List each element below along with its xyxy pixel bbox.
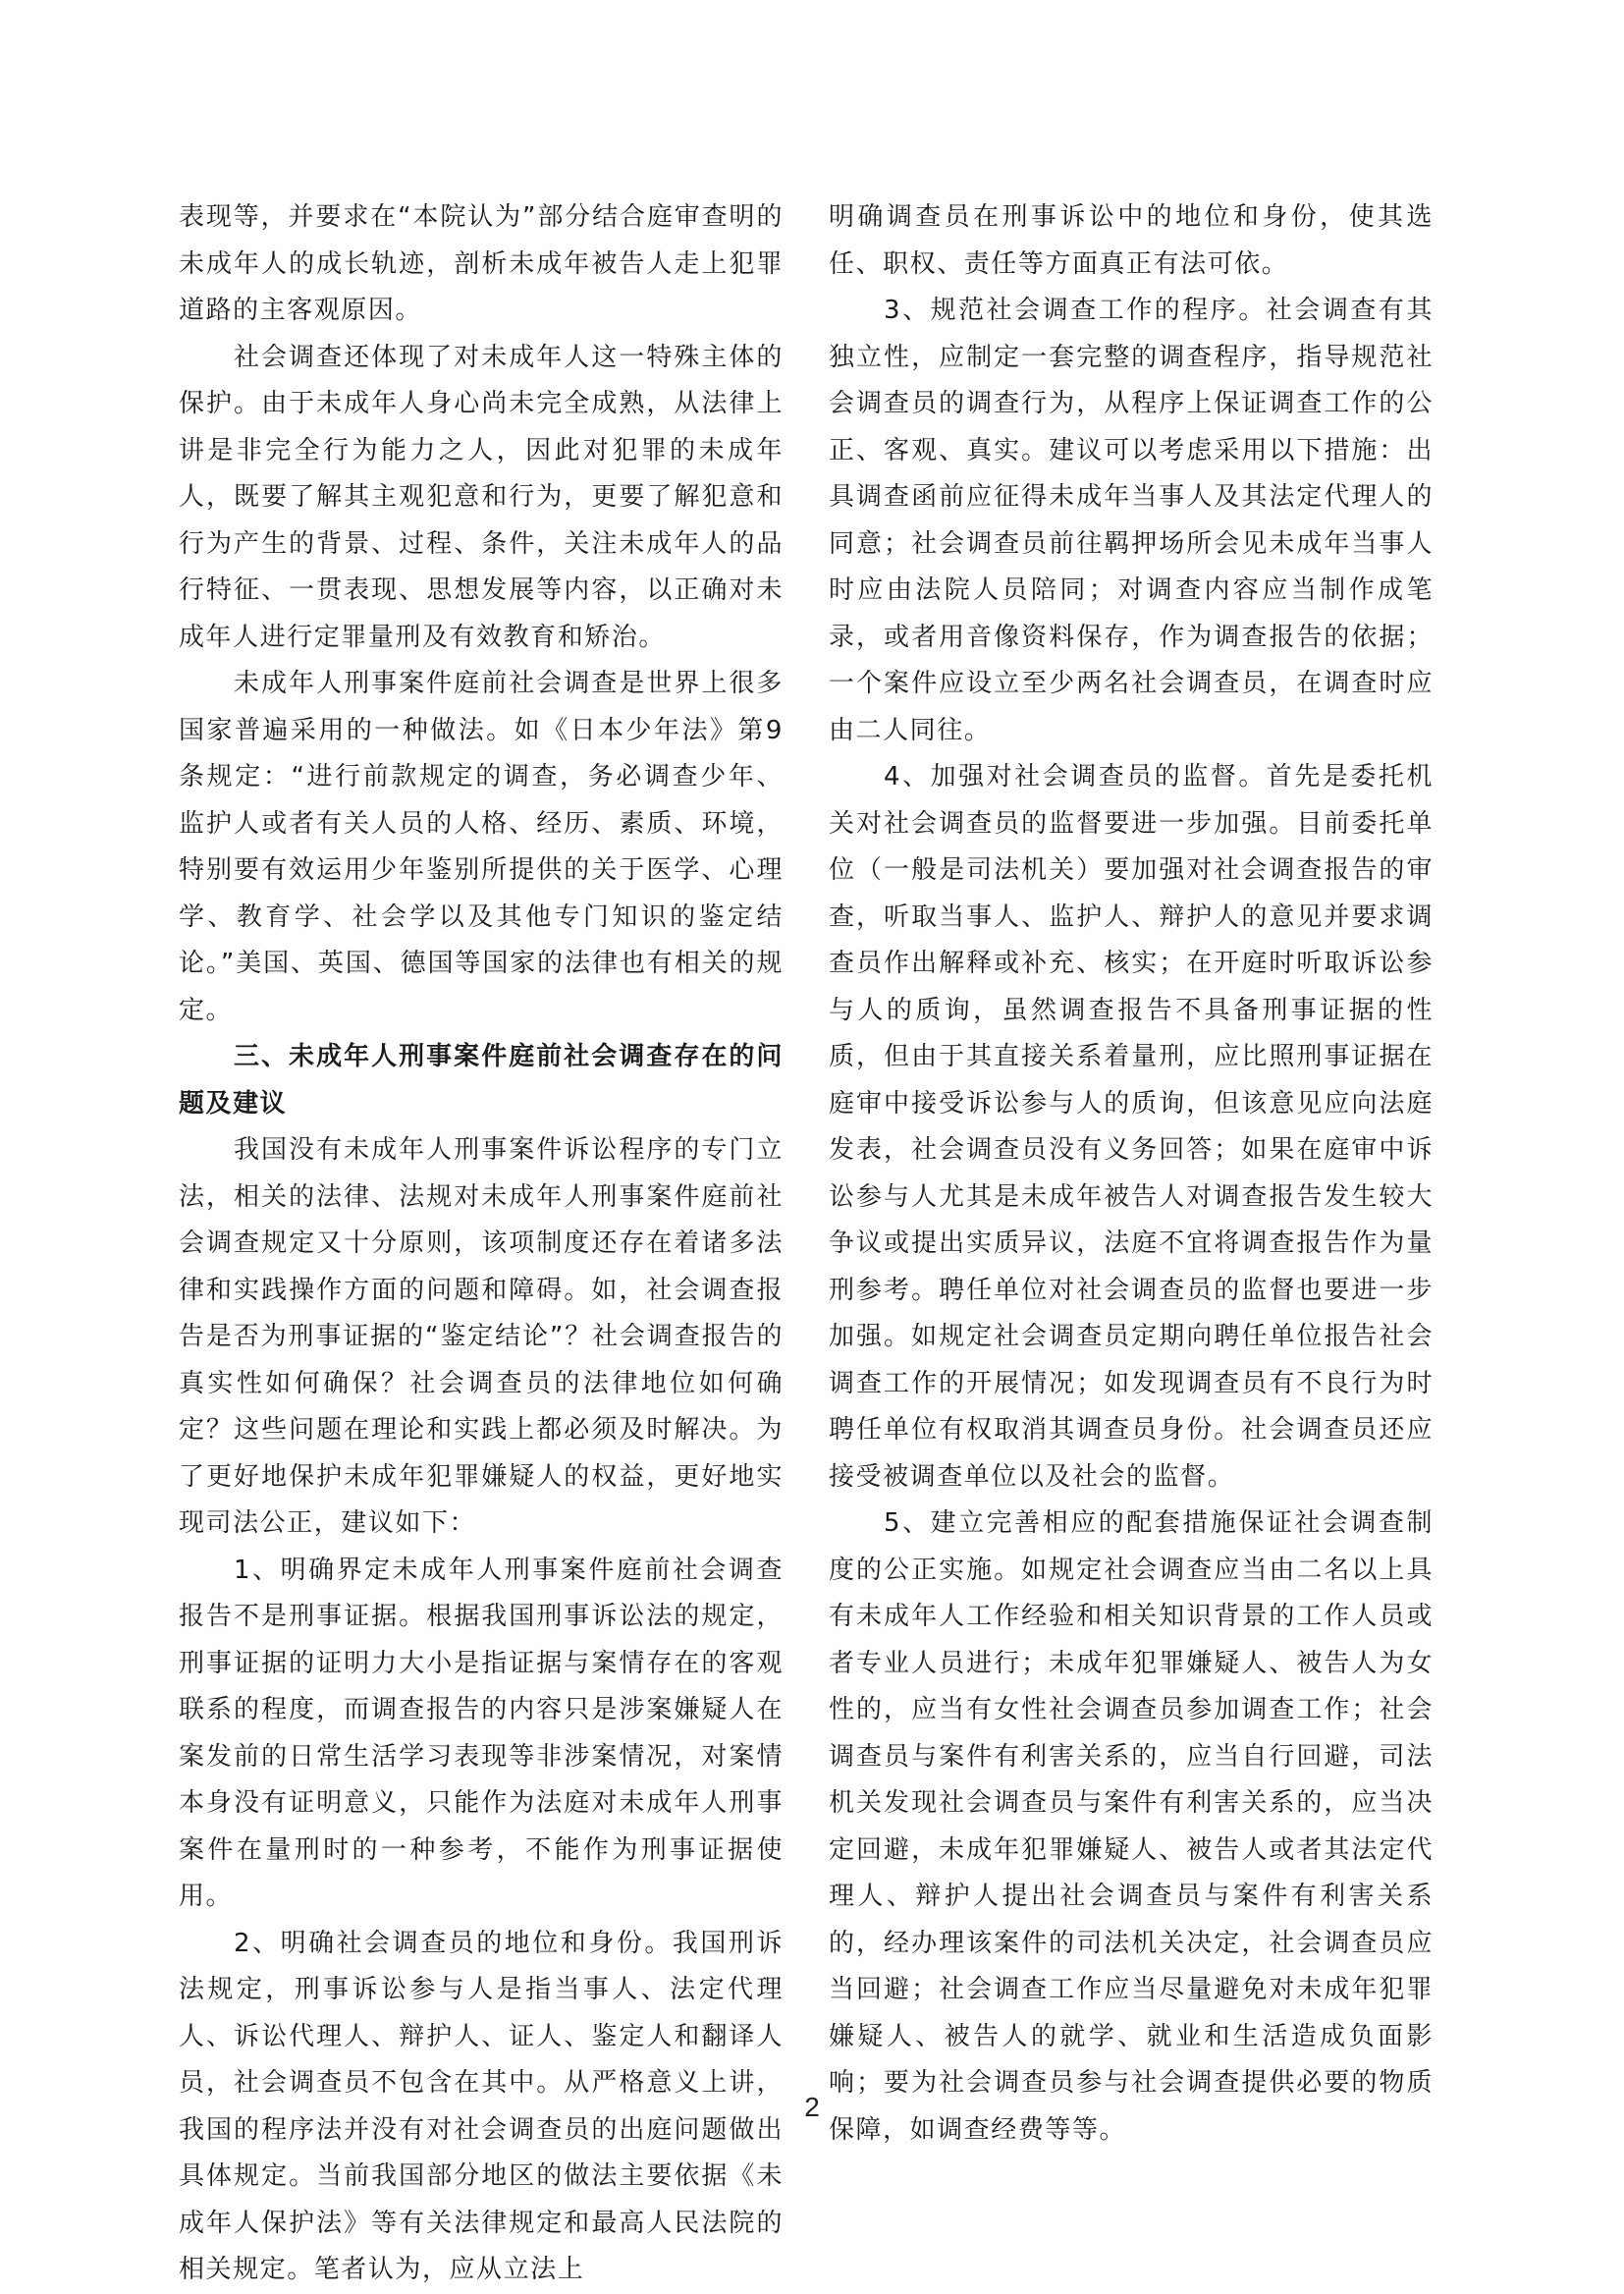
left-paragraph-6: 2、明确社会调查员的地位和身份。我国刑诉法规定，刑事诉讼参与人是指当事人、法定代理人、诉讼代理人、辩护人、证人、鉴定人和翻译人员，社会调查员不包含在其中。从严格意义上讲，我国的程序法并没有对社会调查员的出庭问题做出具体规定。当前我国部分地区的做法主要依据《未成年人保护法》等有关法律规定和最高人民法院的相关规定。笔者认为，应从立法上 — [179, 1928, 784, 2284]
right-column — [829, 194, 1434, 2154]
right-paragraph-4: 5、建立完善相应的配套措施保证社会调查制度的公正实施。如规定社会调查应当由二名以上具有未成年人工作经验和相关知识背景的工作人员或者专业人员进行；未成年犯罪嫌疑人、被告人为女性的，应当有女性社会调查员参加调查工作；社会调查员与案件有利害关系的，应当自行回避，司法机关发现社会调查员与案件有利害关系的，应当决定回避，未成年犯罪嫌疑人、被告人或者其法定代理人、辩护人提出社会调查员与案件有利害关系的，经办理该案件的司法机关决定，社会调查员应当回避；社会调查工作应当尽量避免对未成年犯罪嫌疑人、被告人的就学、就业和生活造成负面影响；要为社会调查员参与社会调查提供必要的物质保障，如调查经费等等。 — [829, 1508, 1434, 2145]
left-column — [179, 194, 784, 2294]
right-paragraph-2: 3、规范社会调查工作的程序。社会调查有其独立性，应制定一套完整的调查程序，指导规范社会调查员的调查行为，从程序上保证调查工作的公正、客观、真实。建议可以考虑采用以下措施：出具调查函前应征得未成年当事人及其法定代理人的同意；社会调查员前往羁押场所会见未成年当事人时应由法院人员陪同；对调查内容应当制作成笔录，或者用音像资料保存，作为调查报告的依据；一个案件应设立至少两名社会调查员，在调查时应由二人同往。 — [829, 296, 1434, 745]
right-paragraph-3: 4、加强对社会调查员的监督。首先是委托机关对社会调查员的监督要进一步加强。目前委托单位（一般是司法机关）要加强对社会调查报告的审查，听取当事人、监护人、辩护人的意见并要求调查员作出解释或补充、核实；在开庭时听取诉讼参与人的质询，虽然调查报告不具备刑事证据的性质，但由于其直接关系着量刑，应比照刑事证据在庭审中接受诉讼参与人的质询，但该意见应向法庭发表，社会调查员没有义务回答；如果在庭审中诉讼参与人尤其是未成年被告人对调查报告发生较大争议或提出实质异议，法庭不宜将调查报告作为量刑参考。聘任单位对社会调查员的监督也要进一步加强。如规定社会调查员定期向聘任单位报告社会调查工作的开展情况；如发现调查员有不良行为时聘任单位有权取消其调查员身份。社会调查员还应接受被调查单位以及社会的监督。 — [829, 762, 1434, 1492]
page-number: 2 — [804, 2092, 820, 2122]
left-paragraph-2: 社会调查还体现了对未成年人这一特殊主体的保护。由于未成年人身心尚未完全成熟，从法律上讲是非完全行为能力之人，因此对犯罪的未成年人，既要了解其主观犯意和行为，更要了解犯意和行为产生的背景、过程、条件，关注未成年人的品行特征、一贯表现、思想发展等内容，以正确对未成年人进行定罪量刑及有效教育和矫治。 — [179, 342, 784, 652]
left-paragraph-5: 1、明确界定未成年人刑事案件庭前社会调查报告不是刑事证据。根据我国刑事诉讼法的规定，刑事证据的证明力大小是指证据与案情存在的客观联系的程度，而调查报告的内容只是涉案嫌疑人在案发前的日常生活学习表现等非涉案情况，对案情本身没有证明意义，只能作为法庭对未成年人刑事案件在量刑时的一种参考，不能作为刑事证据使用。 — [179, 1555, 784, 1911]
left-paragraph-3: 未成年人刑事案件庭前社会调查是世界上很多国家普遍采用的一种做法。如《日本少年法》第9条规定：“进行前款规定的调查，务必调查少年、监护人或者有关人员的人格、经历、素质、环境，特别要有效运用少年鉴别所提供的关于医学、心理学、教育学、社会学以及其他专门知识的鉴定结论。”美国、英国、德国等国家的法律也有相关的规定。 — [179, 669, 784, 1025]
right-paragraph-1: 明确调查员在刑事诉讼中的地位和身份，使其选任、职权、责任等方面真正有法可依。 — [829, 202, 1434, 279]
left-paragraph-1: 表现等，并要求在“本院认为”部分结合庭审查明的未成年人的成长轨迹，剖析未成年被告人走上犯罪道路的主客观原因。 — [179, 202, 784, 325]
left-paragraph-4: 我国没有未成年人刑事案件诉讼程序的专门立法，相关的法律、法规对未成年人刑事案件庭前社会调查规定又十分原则，该项制度还存在着诸多法律和实践操作方面的问题和障碍。如，社会调查报告是否为刑事证据的“鉴定结论”？社会调查报告的真实性如何确保？社会调查员的法律地位如何确定？这些问题在理论和实践上都必须及时解决。为了更好地保护未成年犯罪嫌疑人的权益，更好地实现司法公正，建议如下： — [179, 1135, 784, 1538]
section-heading: 三、未成年人刑事案件庭前社会调查存在的问题及建议 — [179, 1042, 784, 1119]
